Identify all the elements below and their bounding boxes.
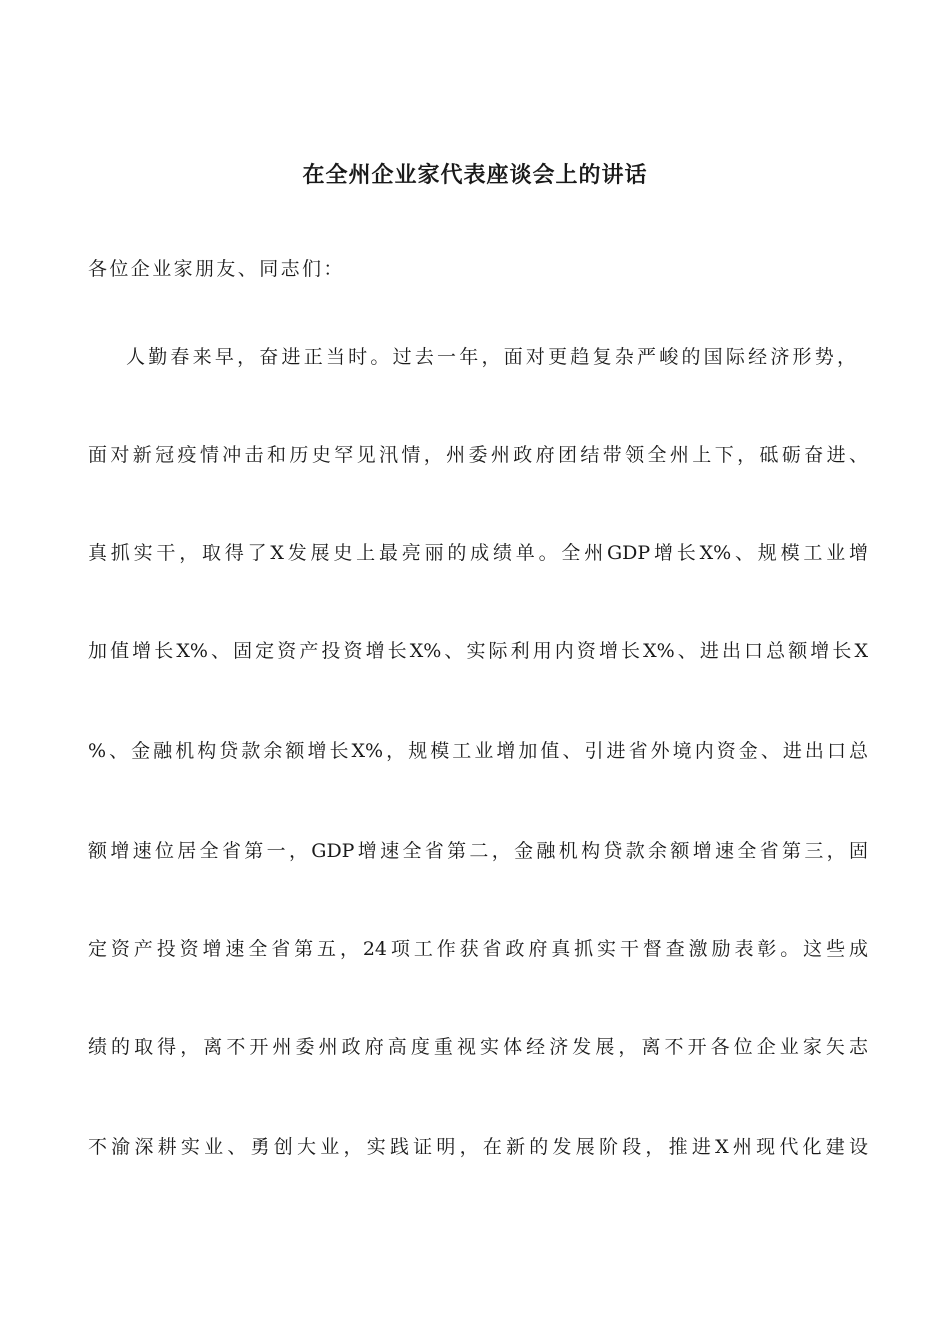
paragraph-line: 面对新冠疫情冲击和历史罕见汛情，州委州政府团结带领全州上下，砥砺奋进、	[88, 444, 868, 466]
paragraph-line: 定资产投资增速全省第五，24项工作获省政府真抓实干督查激励表彰。这些成	[88, 938, 868, 960]
paragraph-line: 额增速位居全省第一，GDP增速全省第二，金融机构贷款余额增速全省第三，固	[88, 840, 868, 862]
paragraph-line: 加值增长X%、固定资产投资增长X%、实际利用内资增长X%、进出口总额增长X	[88, 640, 868, 662]
salutation: 各位企业家朋友、同志们：	[88, 258, 345, 280]
paragraph-line: %、金融机构贷款余额增长X%，规模工业增加值、引进省外境内资金、进出口总	[88, 740, 868, 762]
paragraph-line: 真抓实干，取得了X发展史上最亮丽的成绩单。全州GDP增长X%、规模工业增	[88, 542, 868, 564]
paragraph-line: 绩的取得，离不开州委州政府高度重视实体经济发展，离不开各位企业家矢志	[88, 1036, 868, 1058]
document-title: 在全州企业家代表座谈会上的讲话	[302, 162, 648, 188]
paragraph-line: 人勤春来早，奋进正当时。过去一年，面对更趋复杂严峻的国际经济形势，	[126, 346, 856, 368]
paragraph-line: 不渝深耕实业、勇创大业，实践证明，在新的发展阶段，推进X州现代化建设	[88, 1136, 868, 1158]
